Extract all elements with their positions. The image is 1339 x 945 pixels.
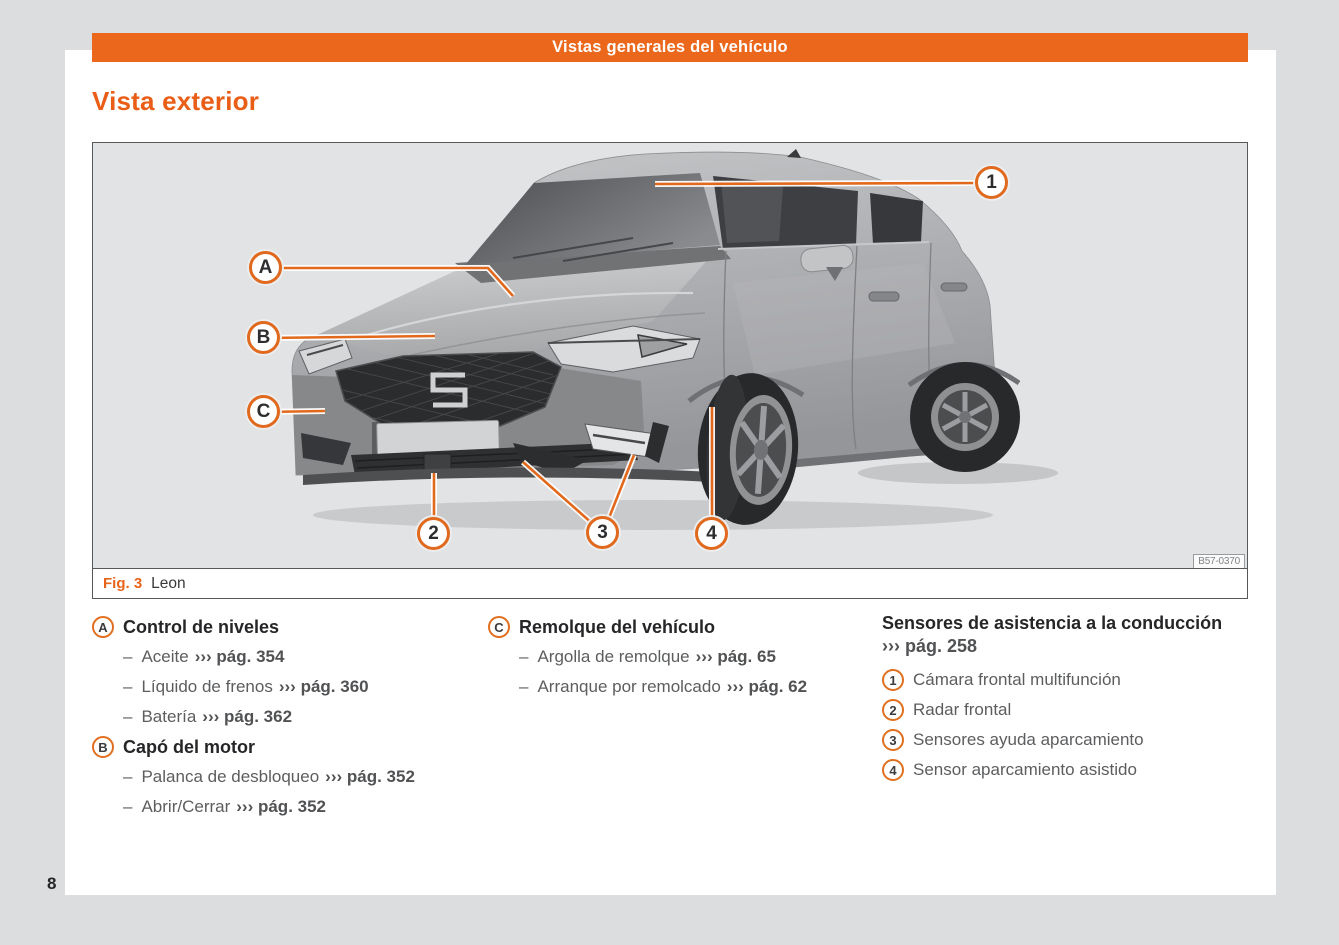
- page-title: Vista exterior: [92, 86, 260, 116]
- item-label: Argolla de remolque: [537, 647, 690, 666]
- item-label: Sensor aparcamiento asistido: [913, 760, 1137, 779]
- marker-circle-2: 2: [882, 699, 904, 721]
- item-dash: –: [519, 677, 529, 696]
- marker-circle-c: C: [488, 616, 510, 638]
- legend-section-a-title: Control de niveles: [123, 616, 280, 637]
- figure-callout-B: B: [247, 321, 280, 354]
- item-page-ref: ››› pág. 362: [202, 707, 293, 726]
- figure-callout-2: 2: [417, 517, 450, 550]
- legend-section-c: [488, 612, 882, 642]
- legend-column-2: [488, 612, 882, 702]
- item-label: Líquido de frenos: [141, 677, 273, 696]
- legend-column-1: [92, 612, 488, 822]
- legend-section-c-title: Remolque del vehículo: [519, 616, 716, 637]
- car-illustration: [93, 143, 1247, 567]
- item-dash: –: [123, 677, 133, 696]
- item-label: Aceite: [141, 647, 189, 666]
- legend-section-a: [92, 612, 488, 642]
- item-page-ref: ››› pág. 354: [194, 647, 285, 666]
- marker-circle-3: 3: [882, 729, 904, 751]
- list-item: [92, 672, 488, 702]
- item-dash: –: [519, 647, 529, 666]
- list-item: [882, 665, 1254, 695]
- item-label: Abrir/Cerrar: [141, 797, 231, 816]
- list-item: [882, 695, 1254, 725]
- list-item: [882, 755, 1254, 785]
- list-item: [488, 672, 882, 702]
- list-item: [92, 702, 488, 732]
- item-page-ref: ››› pág. 62: [726, 677, 808, 696]
- item-label: Radar frontal: [913, 700, 1012, 719]
- marker-circle-4: 4: [882, 759, 904, 781]
- item-label: Cámara frontal multifunción: [913, 670, 1121, 689]
- item-label: Sensores ayuda aparcamiento: [913, 730, 1144, 749]
- list-item: [92, 762, 488, 792]
- item-page-ref: ››› pág. 352: [236, 797, 327, 816]
- marker-circle-a: A: [92, 616, 114, 638]
- legend-column-3: [882, 612, 1254, 785]
- chapter-header-bar: [92, 33, 1248, 62]
- list-item: [92, 792, 488, 822]
- vehicle-figure-image: [93, 143, 1247, 569]
- marker-circle-1: 1: [882, 669, 904, 691]
- item-label: Arranque por remolcado: [537, 677, 721, 696]
- item-label: Palanca de desbloqueo: [141, 767, 320, 786]
- sensors-heading-title: Sensores de asistencia a la conducción: [882, 613, 1223, 633]
- sensors-heading: [882, 612, 1254, 658]
- chapter-header-title: Vistas generales del vehículo: [552, 38, 788, 56]
- figure-caption-label: Fig. 3: [103, 575, 143, 592]
- figure-callout-C: C: [247, 395, 280, 428]
- sensors-heading-ref: ››› pág. 258: [882, 636, 978, 656]
- item-page-ref: ››› pág. 65: [695, 647, 776, 666]
- vehicle-figure: [92, 142, 1248, 599]
- list-item: [92, 642, 488, 672]
- figure-callout-1: 1: [975, 166, 1008, 199]
- list-item: [882, 725, 1254, 755]
- figure-callout-3: 3: [586, 516, 619, 549]
- item-dash: –: [123, 647, 133, 666]
- figure-callout-A: A: [249, 251, 282, 284]
- marker-circle-b: B: [92, 736, 114, 758]
- item-dash: –: [123, 797, 133, 816]
- figure-code-tag: B57-0370: [1193, 554, 1245, 569]
- legend-section-b: [92, 732, 488, 762]
- item-page-ref: ››› pág. 360: [278, 677, 369, 696]
- item-page-ref: ››› pág. 352: [325, 767, 415, 786]
- figure-callout-4: 4: [695, 517, 728, 550]
- page-number: 8: [47, 874, 57, 893]
- item-dash: –: [123, 707, 133, 726]
- legend-section-b-title: Capó del motor: [123, 736, 256, 757]
- figure-caption-text: Leon: [151, 574, 186, 592]
- figure-caption: [93, 569, 1247, 598]
- list-item: [488, 642, 882, 672]
- item-label: Batería: [141, 707, 197, 726]
- item-dash: –: [123, 767, 133, 786]
